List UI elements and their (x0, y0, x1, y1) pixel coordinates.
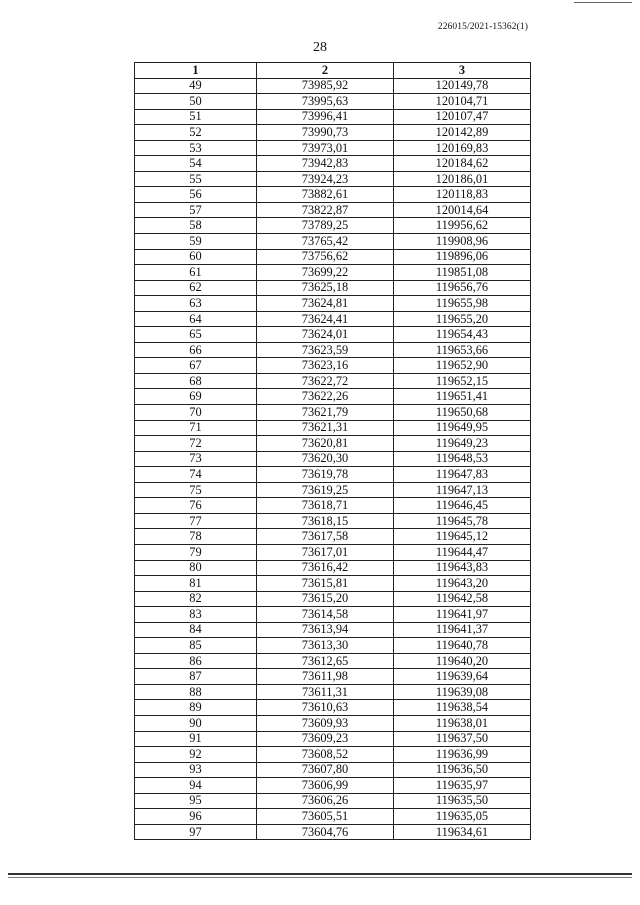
y-coordinate-cell: 120186,01 (394, 171, 531, 187)
table-row (135, 249, 531, 265)
point-number-cell: 86 (135, 653, 257, 669)
x-coordinate-cell: 73609,93 (257, 715, 394, 731)
point-number-cell: 87 (135, 669, 257, 685)
x-coordinate-cell: 73620,30 (257, 451, 394, 467)
x-coordinate-cell: 73623,59 (257, 342, 394, 358)
y-coordinate-cell: 119635,05 (394, 809, 531, 825)
table-row (135, 327, 531, 343)
point-number-cell: 64 (135, 311, 257, 327)
column-header-2: 2 (257, 63, 394, 79)
y-coordinate-cell: 119649,95 (394, 420, 531, 436)
table-row (135, 669, 531, 685)
point-number-cell: 92 (135, 747, 257, 763)
table-row (135, 653, 531, 669)
x-coordinate-cell: 73624,01 (257, 327, 394, 343)
x-coordinate-cell: 73765,42 (257, 234, 394, 250)
table-row (135, 125, 531, 141)
x-coordinate-cell: 73616,42 (257, 560, 394, 576)
point-number-cell: 55 (135, 171, 257, 187)
table-row (135, 311, 531, 327)
point-number-cell: 91 (135, 731, 257, 747)
point-number-cell: 83 (135, 607, 257, 623)
x-coordinate-cell: 73606,99 (257, 778, 394, 794)
table-row (135, 607, 531, 623)
x-coordinate-cell: 73622,26 (257, 389, 394, 405)
table-row (135, 778, 531, 794)
y-coordinate-cell: 119641,97 (394, 607, 531, 623)
point-number-cell: 51 (135, 109, 257, 125)
x-coordinate-cell: 73621,31 (257, 420, 394, 436)
bottom-rule-thin (8, 877, 632, 878)
table-row (135, 358, 531, 374)
table-row (135, 296, 531, 312)
table-row (135, 420, 531, 436)
x-coordinate-cell: 73619,25 (257, 482, 394, 498)
y-coordinate-cell: 119652,90 (394, 358, 531, 374)
y-coordinate-cell: 120118,83 (394, 187, 531, 203)
x-coordinate-cell: 73623,16 (257, 358, 394, 374)
y-coordinate-cell: 120104,71 (394, 94, 531, 110)
y-coordinate-cell: 119643,20 (394, 576, 531, 592)
table-row (135, 529, 531, 545)
table-row (135, 684, 531, 700)
table-row (135, 467, 531, 483)
y-coordinate-cell: 119639,64 (394, 669, 531, 685)
y-coordinate-cell: 119646,45 (394, 498, 531, 514)
y-coordinate-cell: 120107,47 (394, 109, 531, 125)
point-number-cell: 68 (135, 373, 257, 389)
table-row (135, 544, 531, 560)
point-number-cell: 60 (135, 249, 257, 265)
point-number-cell: 70 (135, 405, 257, 421)
x-coordinate-cell: 73617,01 (257, 544, 394, 560)
table-row (135, 342, 531, 358)
point-number-cell: 52 (135, 125, 257, 141)
y-coordinate-cell: 120142,89 (394, 125, 531, 141)
table-row (135, 187, 531, 203)
point-number-cell: 69 (135, 389, 257, 405)
point-number-cell: 84 (135, 622, 257, 638)
point-number-cell: 54 (135, 156, 257, 172)
x-coordinate-cell: 73973,01 (257, 140, 394, 156)
point-number-cell: 49 (135, 78, 257, 94)
x-coordinate-cell: 73996,41 (257, 109, 394, 125)
point-number-cell: 81 (135, 576, 257, 592)
y-coordinate-cell: 119652,15 (394, 373, 531, 389)
table-row (135, 793, 531, 809)
table-row (135, 202, 531, 218)
x-coordinate-cell: 73606,26 (257, 793, 394, 809)
y-coordinate-cell: 120014,64 (394, 202, 531, 218)
x-coordinate-cell: 73605,51 (257, 809, 394, 825)
x-coordinate-cell: 73924,23 (257, 171, 394, 187)
point-number-cell: 67 (135, 358, 257, 374)
table-row (135, 824, 531, 840)
table-row (135, 436, 531, 452)
y-coordinate-cell: 119649,23 (394, 436, 531, 452)
table-header-row (135, 63, 531, 79)
point-number-cell: 80 (135, 560, 257, 576)
point-number-cell: 63 (135, 296, 257, 312)
point-number-cell: 75 (135, 482, 257, 498)
table-row (135, 405, 531, 421)
table-row (135, 171, 531, 187)
y-coordinate-cell: 120149,78 (394, 78, 531, 94)
y-coordinate-cell: 119908,96 (394, 234, 531, 250)
point-number-cell: 72 (135, 436, 257, 452)
x-coordinate-cell: 73611,98 (257, 669, 394, 685)
y-coordinate-cell: 119651,41 (394, 389, 531, 405)
point-number-cell: 65 (135, 327, 257, 343)
x-coordinate-cell: 73619,78 (257, 467, 394, 483)
y-coordinate-cell: 119655,20 (394, 311, 531, 327)
x-coordinate-cell: 73756,62 (257, 249, 394, 265)
x-coordinate-cell: 73617,58 (257, 529, 394, 545)
table-row (135, 451, 531, 467)
table-row (135, 78, 531, 94)
table-row (135, 140, 531, 156)
point-number-cell: 82 (135, 591, 257, 607)
x-coordinate-cell: 73699,22 (257, 265, 394, 281)
x-coordinate-cell: 73604,76 (257, 824, 394, 840)
x-coordinate-cell: 73618,71 (257, 498, 394, 514)
x-coordinate-cell: 73608,52 (257, 747, 394, 763)
table-row (135, 498, 531, 514)
top-edge-rule (574, 2, 632, 3)
table-row (135, 234, 531, 250)
y-coordinate-cell: 119634,61 (394, 824, 531, 840)
point-number-cell: 56 (135, 187, 257, 203)
table-body (135, 78, 531, 840)
point-number-cell: 77 (135, 513, 257, 529)
y-coordinate-cell: 119656,76 (394, 280, 531, 296)
x-coordinate-cell: 73610,63 (257, 700, 394, 716)
x-coordinate-cell: 73995,63 (257, 94, 394, 110)
x-coordinate-cell: 73615,20 (257, 591, 394, 607)
table-row (135, 591, 531, 607)
y-coordinate-cell: 119647,83 (394, 467, 531, 483)
y-coordinate-cell: 119851,08 (394, 265, 531, 281)
y-coordinate-cell: 119637,50 (394, 731, 531, 747)
y-coordinate-cell: 119647,13 (394, 482, 531, 498)
y-coordinate-cell: 119956,62 (394, 218, 531, 234)
point-number-cell: 59 (135, 234, 257, 250)
x-coordinate-cell: 73625,18 (257, 280, 394, 296)
point-number-cell: 62 (135, 280, 257, 296)
y-coordinate-cell: 119653,66 (394, 342, 531, 358)
table-row (135, 622, 531, 638)
point-number-cell: 85 (135, 638, 257, 654)
point-number-cell: 74 (135, 467, 257, 483)
table-row (135, 280, 531, 296)
point-number-cell: 88 (135, 684, 257, 700)
table-row (135, 389, 531, 405)
y-coordinate-cell: 119640,78 (394, 638, 531, 654)
y-coordinate-cell: 119648,53 (394, 451, 531, 467)
coordinates-table (134, 62, 531, 840)
point-number-cell: 97 (135, 824, 257, 840)
y-coordinate-cell: 119644,47 (394, 544, 531, 560)
x-coordinate-cell: 73882,61 (257, 187, 394, 203)
table-row (135, 715, 531, 731)
x-coordinate-cell: 73609,23 (257, 731, 394, 747)
x-coordinate-cell: 73621,79 (257, 405, 394, 421)
table-row (135, 94, 531, 110)
y-coordinate-cell: 119643,83 (394, 560, 531, 576)
point-number-cell: 53 (135, 140, 257, 156)
x-coordinate-cell: 73622,72 (257, 373, 394, 389)
x-coordinate-cell: 73822,87 (257, 202, 394, 218)
x-coordinate-cell: 73613,94 (257, 622, 394, 638)
x-coordinate-cell: 73942,83 (257, 156, 394, 172)
point-number-cell: 73 (135, 451, 257, 467)
x-coordinate-cell: 73985,92 (257, 78, 394, 94)
table-row (135, 638, 531, 654)
table-row (135, 218, 531, 234)
point-number-cell: 90 (135, 715, 257, 731)
x-coordinate-cell: 73615,81 (257, 576, 394, 592)
x-coordinate-cell: 73789,25 (257, 218, 394, 234)
x-coordinate-cell: 73614,58 (257, 607, 394, 623)
table-row (135, 560, 531, 576)
table-row (135, 373, 531, 389)
y-coordinate-cell: 119635,97 (394, 778, 531, 794)
y-coordinate-cell: 119642,58 (394, 591, 531, 607)
table-row (135, 700, 531, 716)
table-row (135, 513, 531, 529)
point-number-cell: 89 (135, 700, 257, 716)
point-number-cell: 93 (135, 762, 257, 778)
table-row (135, 265, 531, 281)
point-number-cell: 79 (135, 544, 257, 560)
table-row (135, 576, 531, 592)
y-coordinate-cell: 119639,08 (394, 684, 531, 700)
y-coordinate-cell: 119641,37 (394, 622, 531, 638)
y-coordinate-cell: 119636,99 (394, 747, 531, 763)
y-coordinate-cell: 119638,01 (394, 715, 531, 731)
point-number-cell: 96 (135, 809, 257, 825)
table-row (135, 809, 531, 825)
table-row (135, 731, 531, 747)
x-coordinate-cell: 73624,81 (257, 296, 394, 312)
column-header-1: 1 (135, 63, 257, 79)
point-number-cell: 71 (135, 420, 257, 436)
x-coordinate-cell: 73613,30 (257, 638, 394, 654)
point-number-cell: 50 (135, 94, 257, 110)
table-row (135, 762, 531, 778)
table-row (135, 482, 531, 498)
point-number-cell: 57 (135, 202, 257, 218)
point-number-cell: 66 (135, 342, 257, 358)
point-number-cell: 95 (135, 793, 257, 809)
y-coordinate-cell: 120184,62 (394, 156, 531, 172)
point-number-cell: 76 (135, 498, 257, 514)
point-number-cell: 61 (135, 265, 257, 281)
y-coordinate-cell: 119654,43 (394, 327, 531, 343)
y-coordinate-cell: 119655,98 (394, 296, 531, 312)
y-coordinate-cell: 119636,50 (394, 762, 531, 778)
y-coordinate-cell: 119640,20 (394, 653, 531, 669)
x-coordinate-cell: 73620,81 (257, 436, 394, 452)
column-header-3: 3 (394, 63, 531, 79)
page-number: 28 (313, 40, 327, 55)
y-coordinate-cell: 119638,54 (394, 700, 531, 716)
y-coordinate-cell: 119645,12 (394, 529, 531, 545)
table-row (135, 156, 531, 172)
document-number: 226015/2021-15362(1) (437, 22, 528, 32)
x-coordinate-cell: 73990,73 (257, 125, 394, 141)
x-coordinate-cell: 73612,65 (257, 653, 394, 669)
y-coordinate-cell: 120169,83 (394, 140, 531, 156)
table-row (135, 747, 531, 763)
point-number-cell: 58 (135, 218, 257, 234)
x-coordinate-cell: 73624,41 (257, 311, 394, 327)
y-coordinate-cell: 119896,06 (394, 249, 531, 265)
table-row (135, 109, 531, 125)
y-coordinate-cell: 119645,78 (394, 513, 531, 529)
y-coordinate-cell: 119650,68 (394, 405, 531, 421)
point-number-cell: 78 (135, 529, 257, 545)
y-coordinate-cell: 119635,50 (394, 793, 531, 809)
x-coordinate-cell: 73607,80 (257, 762, 394, 778)
bottom-rule (8, 873, 632, 875)
x-coordinate-cell: 73618,15 (257, 513, 394, 529)
x-coordinate-cell: 73611,31 (257, 684, 394, 700)
point-number-cell: 94 (135, 778, 257, 794)
